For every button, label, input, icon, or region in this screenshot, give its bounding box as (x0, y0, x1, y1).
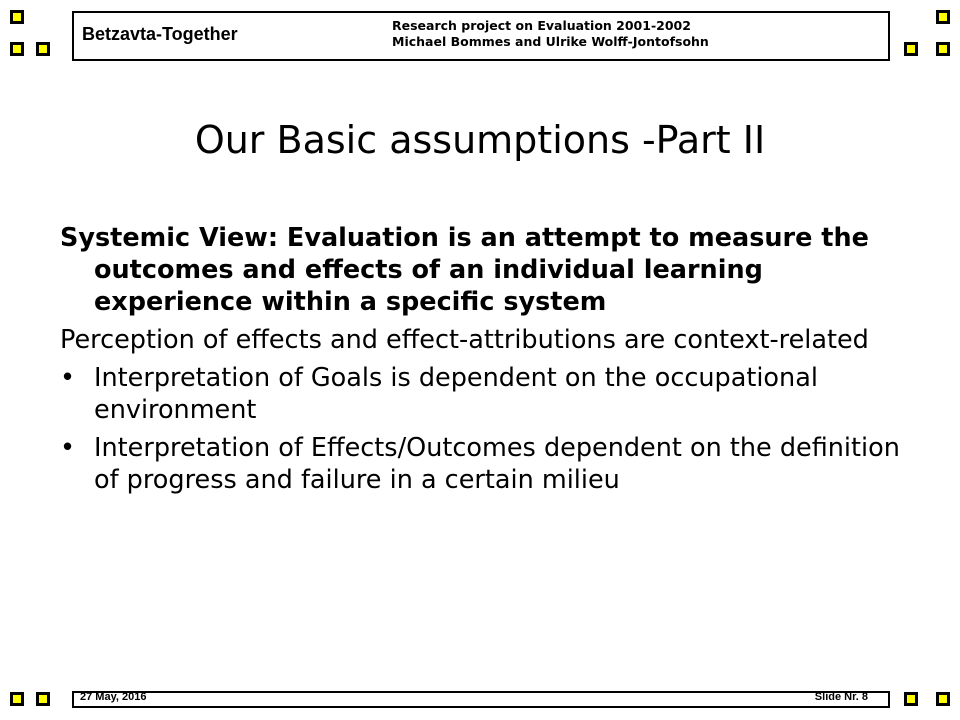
corner-square-top-right-a (936, 10, 950, 24)
slide-number: Slide Nr. 8 (814, 691, 868, 703)
header-subtitle-line2: Michael Bommes and Ulrike Wolff-Jontofsohn (392, 34, 709, 49)
slide-title: Our Basic assumptions -Part II (194, 118, 766, 162)
systemic-view-paragraph: Systemic View: Evaluation is an attempt to measure the outcomes and effects of an individual learning experience within a specific system (60, 223, 869, 317)
corner-square-bottom-left-b (36, 692, 50, 706)
slide-content (60, 222, 900, 502)
bullet-text: Interpretation of Effects/Outcomes dependent on the definition of progress and failure in a certain milieu (94, 433, 900, 495)
bullet-icon: • (60, 433, 76, 463)
bullet-item (60, 362, 900, 426)
corner-square-bottom-left-a (10, 692, 24, 706)
bullet-icon: • (60, 363, 76, 393)
header-box (72, 11, 890, 61)
corner-square-bottom-right-b (936, 692, 950, 706)
header-subtitle-line1: Research project on Evaluation 2001-2002 (392, 18, 691, 33)
corner-square-top-left-b (10, 42, 24, 56)
corner-square-bottom-right-a (904, 692, 918, 706)
corner-square-top-left-c (36, 42, 50, 56)
corner-square-top-right-c (936, 42, 950, 56)
corner-square-top-right-b (904, 42, 918, 56)
bullet-text: Interpretation of Goals is dependent on the occupational environment (94, 363, 818, 425)
header-subtitle (392, 18, 709, 50)
perception-paragraph: Perception of effects and effect-attributions are context-related (60, 325, 869, 355)
footer-date: 27 May, 2016 (80, 691, 147, 703)
header-title: Betzavta-Together (82, 24, 238, 44)
bullet-item (60, 432, 900, 496)
corner-square-top-left-a (10, 10, 24, 24)
footer-box (72, 691, 890, 708)
